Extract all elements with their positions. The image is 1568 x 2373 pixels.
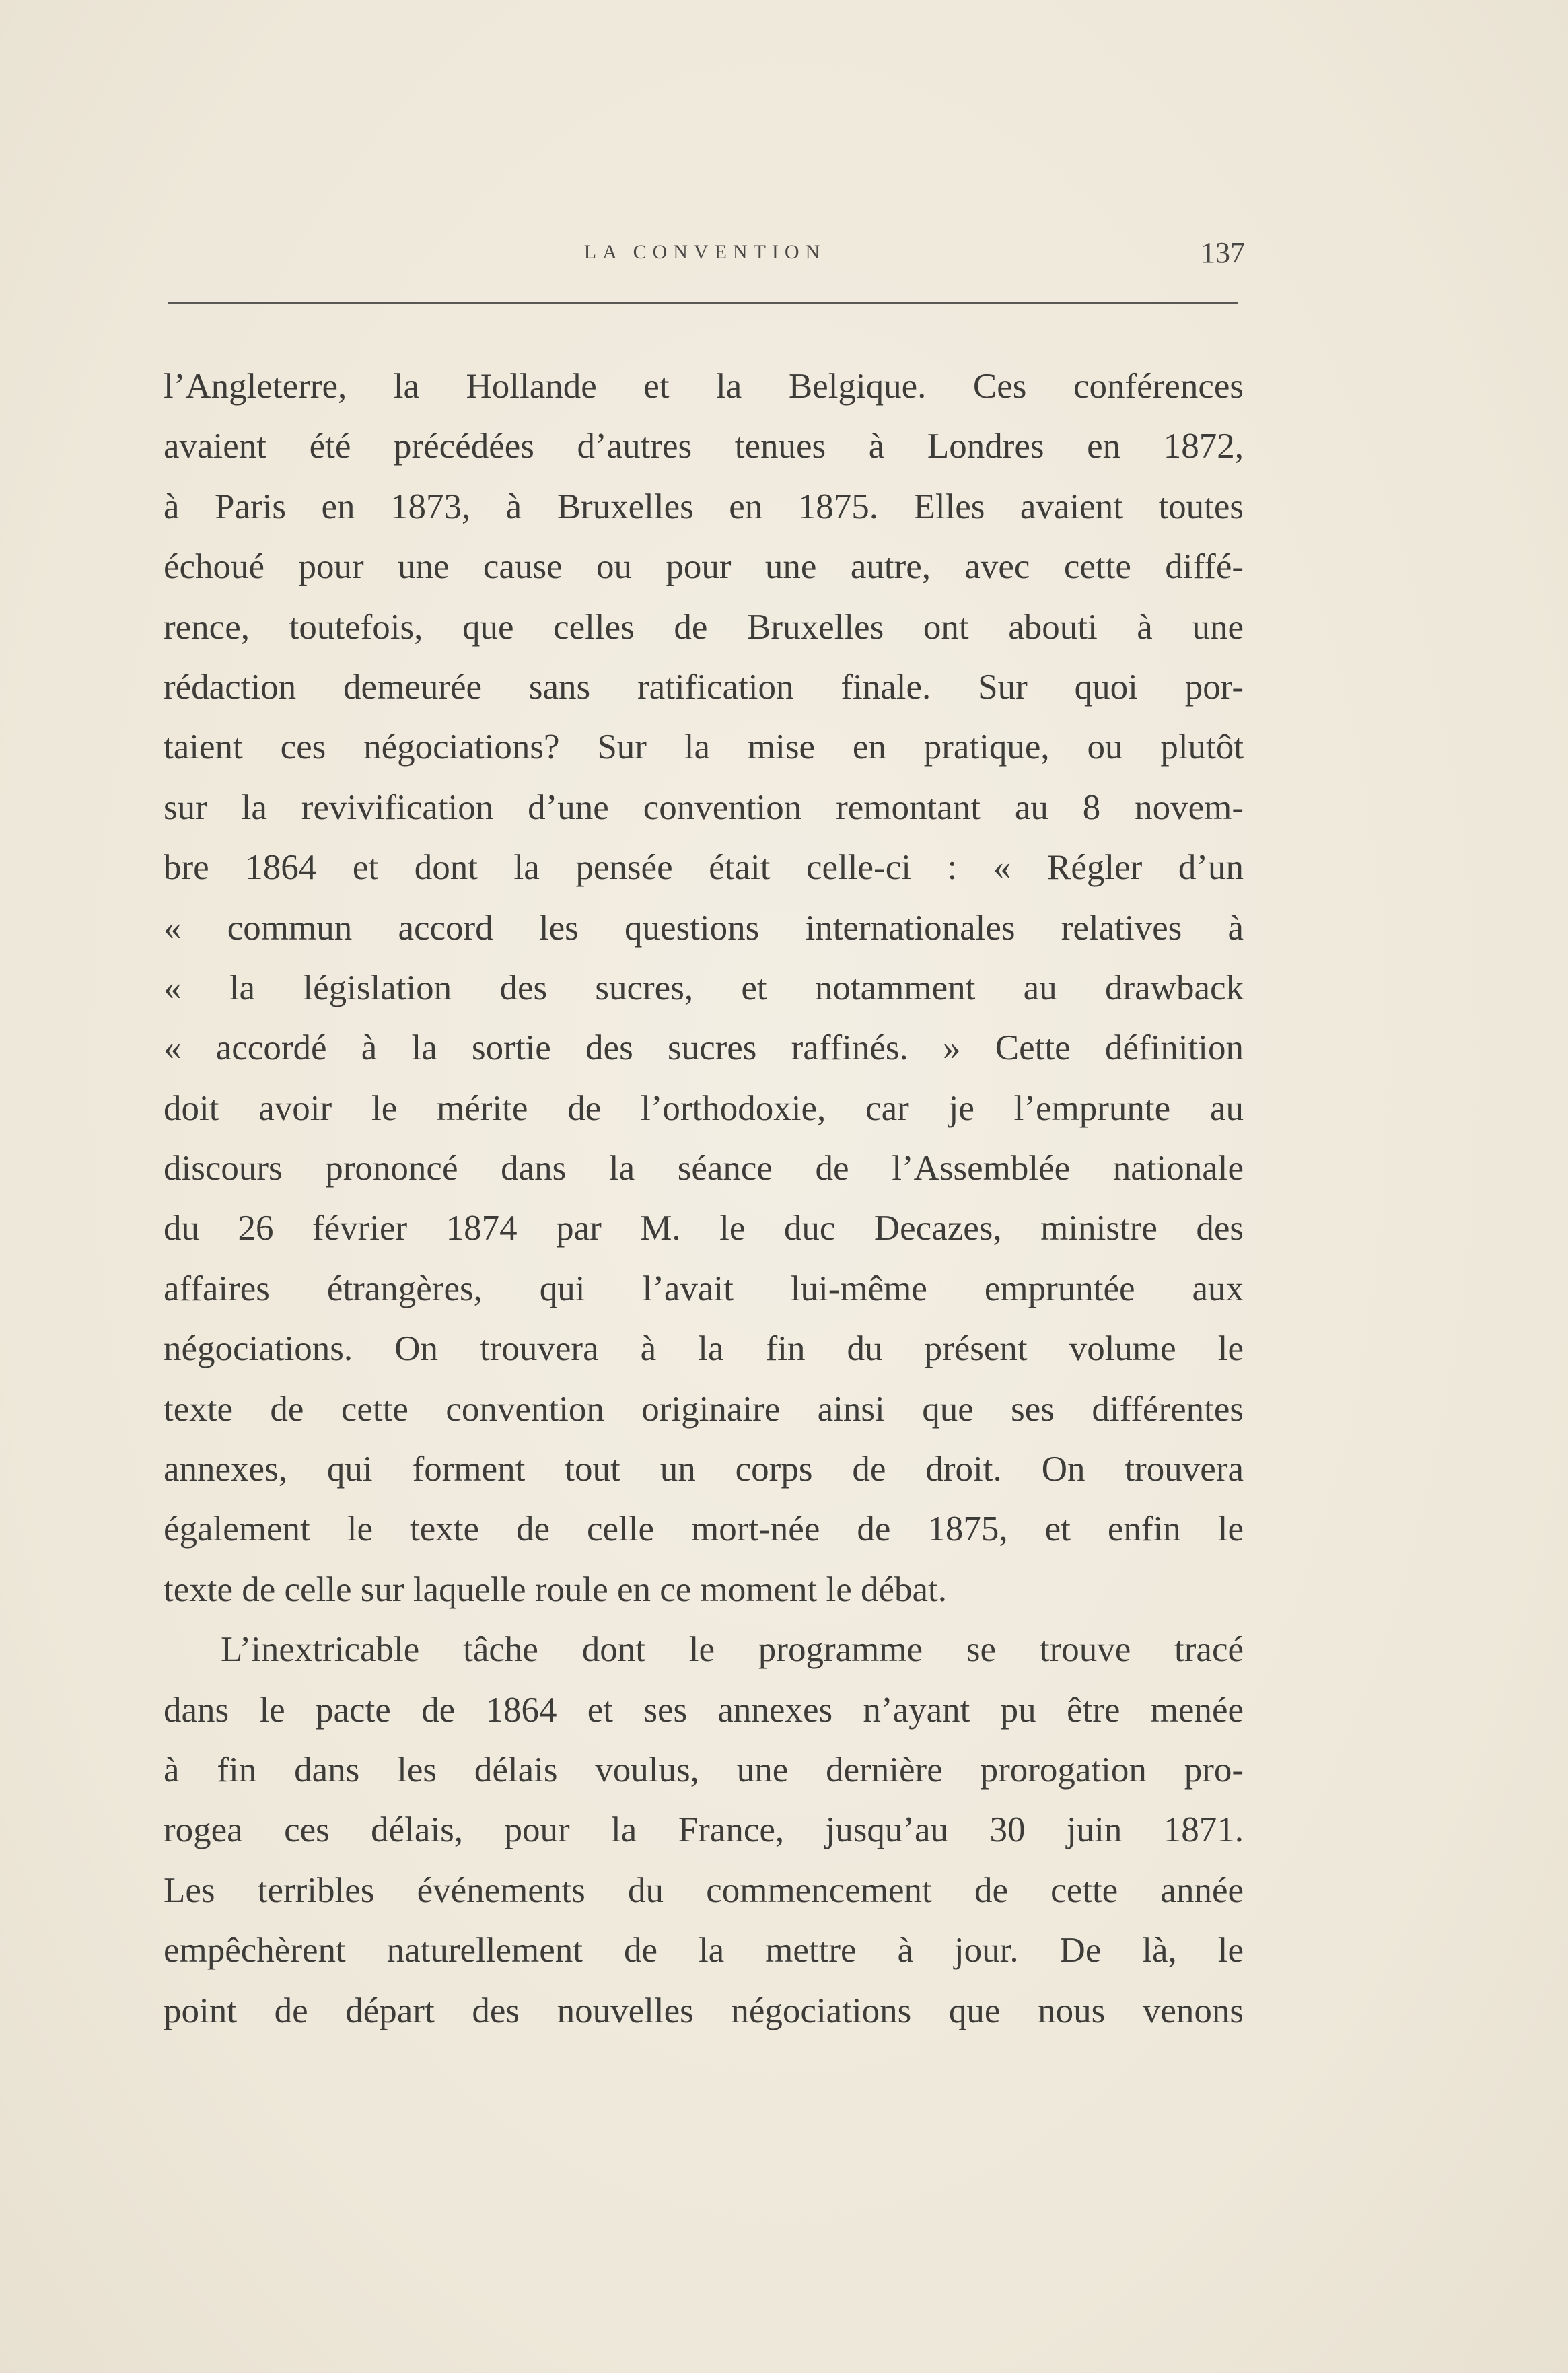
text-line: taient ces négociations? Sur la mise en pratique, ou plutôt bbox=[164, 728, 1244, 767]
text-line: également le texte de celle mort-née de 1875, et enfin le bbox=[164, 1510, 1244, 1549]
text-line: avaient été précédées d’autres tenues à Londres en 1872, bbox=[164, 427, 1244, 466]
text-line: Les terribles événements du commencement de cette année bbox=[164, 1870, 1244, 1910]
text-line: échoué pour une cause ou pour une autre, avec cette diffé- bbox=[164, 547, 1244, 587]
text-line: sur la revivification d’une convention remontant au 8 novem- bbox=[164, 787, 1244, 827]
text-line: affaires étrangères, qui l’avait lui-même empruntée aux bbox=[164, 1269, 1244, 1308]
text-line: rence, toutefois, que celles de Bruxelles ont abouti à une bbox=[164, 607, 1244, 647]
header-rule bbox=[168, 302, 1238, 304]
text-line: à fin dans les délais voulus, une dernière prorogation pro- bbox=[164, 1750, 1244, 1790]
text-line: « commun accord les questions internationales relatives à bbox=[164, 908, 1244, 948]
paragraph-1 bbox=[164, 357, 1244, 1620]
page-number: 137 bbox=[1201, 236, 1245, 269]
text-line: bre 1864 et dont la pensée était celle-ci : « Régler d’un bbox=[164, 848, 1244, 888]
text-line: texte de celle sur laquelle roule en ce moment le débat. bbox=[164, 1569, 948, 1609]
text-line: l’Angleterre, la Hollande et la Belgique. Ces conférences bbox=[164, 367, 1244, 406]
text-line: texte de cette convention originaire ainsi que ses différentes bbox=[164, 1389, 1244, 1429]
text-line: « la législation des sucres, et notamment au drawback bbox=[164, 968, 1244, 1007]
text-line: rogea ces délais, pour la France, jusqu’au 30 juin 1871. bbox=[164, 1810, 1244, 1850]
text-line: annexes, qui forment tout un corps de droit. On trouvera bbox=[164, 1450, 1244, 1489]
body-text bbox=[164, 357, 1244, 2041]
text-line: discours prononcé dans la séance de l’Assemblée nationale bbox=[164, 1149, 1244, 1189]
running-head bbox=[165, 236, 1245, 276]
text-line: rédaction demeurée sans ratification finale. Sur quoi por- bbox=[164, 667, 1244, 707]
text-line: empêchèrent naturellement de la mettre à jour. De là, le bbox=[164, 1931, 1244, 1971]
text-line: dans le pacte de 1864 et ses annexes n’ayant pu être menée bbox=[164, 1690, 1244, 1730]
text-line: négociations. On trouvera à la fin du présent volume le bbox=[164, 1329, 1244, 1369]
running-title: LA CONVENTION bbox=[583, 241, 826, 263]
text-line: doit avoir le mérite de l’orthodoxie, car je l’emprunte au bbox=[164, 1088, 1244, 1128]
text-line: à Paris en 1873, à Bruxelles en 1875. Elles avaient toutes bbox=[164, 487, 1244, 526]
paragraph-2 bbox=[164, 1620, 1244, 2041]
text-line: « accordé à la sortie des sucres raffinés. » Cette définition bbox=[164, 1028, 1244, 1068]
text-line: point de départ des nouvelles négociations que nous venons bbox=[164, 1991, 1244, 2030]
text-line: L’inextricable tâche dont le programme se trouve tracé bbox=[221, 1630, 1244, 1670]
text-line: du 26 février 1874 par M. le duc Decazes, ministre des bbox=[164, 1209, 1244, 1248]
